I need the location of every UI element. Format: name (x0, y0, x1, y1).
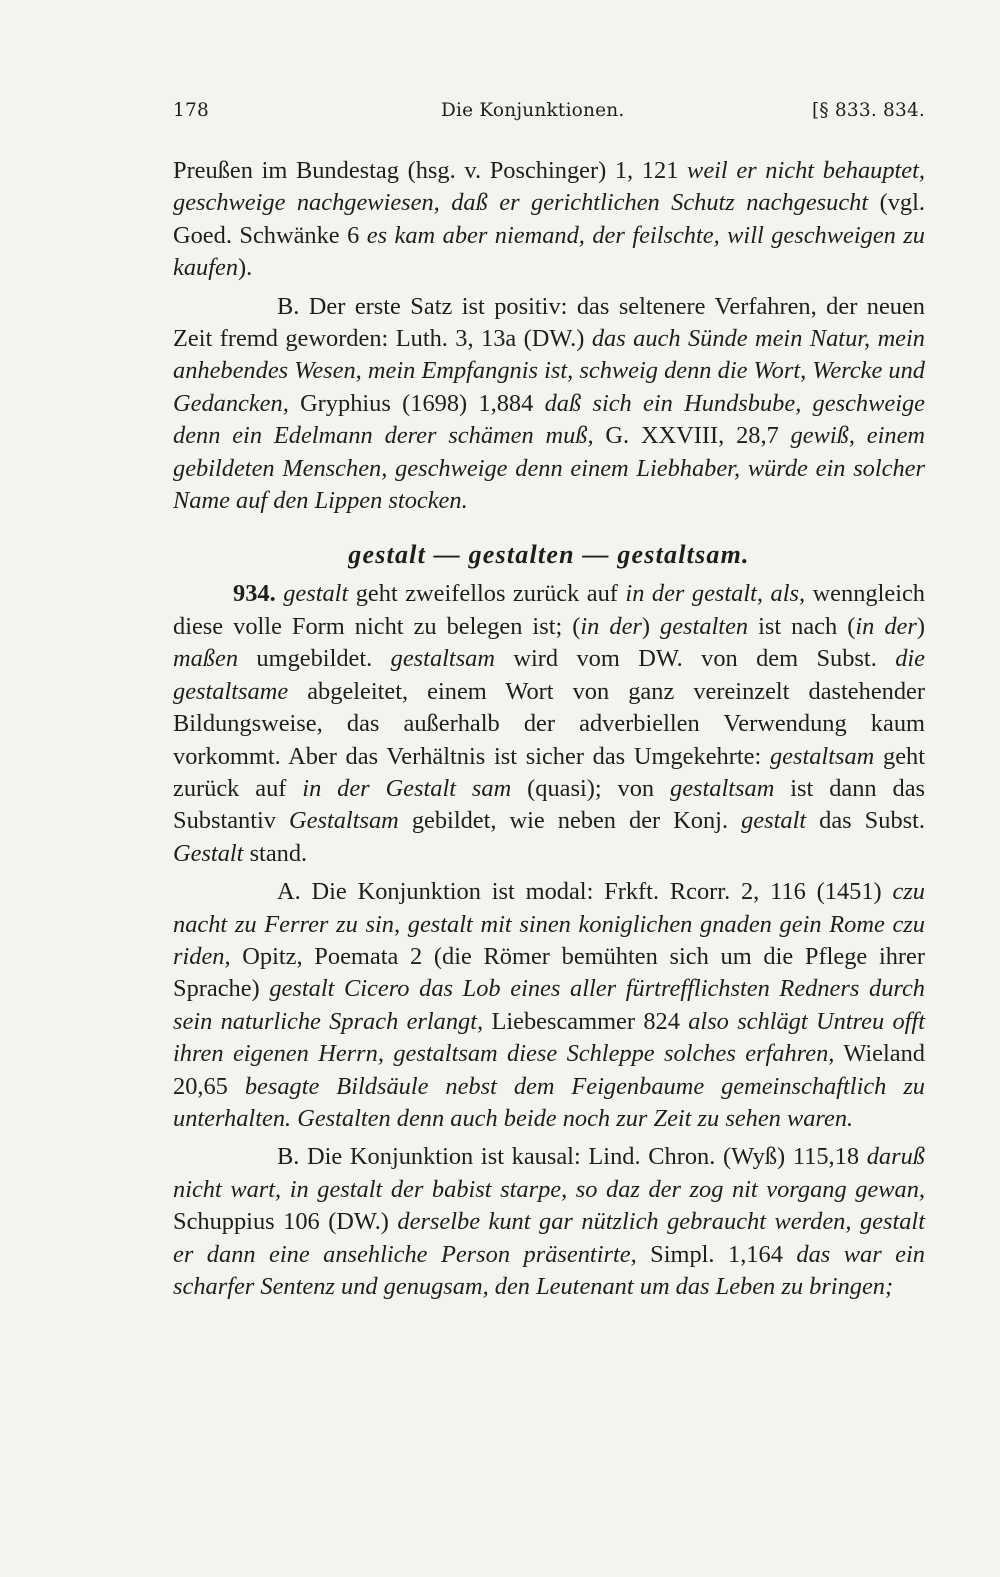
quote-run: besagte Bildsäule nebst dem Feigenbaume gemeinschaftlich zu unterhalten. Gestalten denn auch beide noch zur Zeit zu sehen waren. (173, 1072, 926, 1132)
page-body (173, 155, 925, 1303)
text-run: Wieland 20,65 (173, 1040, 926, 1100)
chapter-title: Die Konjunktionen. (441, 100, 625, 121)
quote-run: derselbe kunt gar nützlich gebraucht werden, gestalt er dann eine ansehliche Person präsentirte, (173, 1208, 925, 1268)
quote-run: daruß nicht wart, in gestalt der babist starpe, so daz der zog nit vorgang gewan, (173, 1143, 925, 1203)
section-reference: [§ 833. 834. (811, 100, 925, 121)
text-run: Schuppius 106 (DW.) (173, 1208, 398, 1236)
text-run: Opitz, Poemata 2 (die Römer bemühten sich um die Pflege ihrer Sprache) (173, 942, 925, 1003)
page-number: 178 (173, 100, 209, 121)
quote-run: gewiß, einem gebildeten Menschen, geschweige denn einem Liebhaber, würde ein solcher Name auf den Lippen stocken. (173, 422, 926, 515)
section-heading: gestalt — gestalten — gestaltsam. (348, 540, 750, 570)
text-run: B. Der erste Satz ist positiv: das seltenere Verfahren, der neuen Zeit fremd geworden: Luth. 3, 13a (DW.) (173, 292, 925, 353)
text-run: G. XXVIII, 28,7 (593, 422, 791, 450)
text-run: B. Die Konjunktion ist kausal: Lind. Chron. (Wyß) 115,18 (277, 1143, 867, 1171)
running-head (173, 100, 933, 132)
paragraph-b-positive (173, 291, 925, 518)
quote-run: es kam aber niemand, der feilschte, will geschweigen zu kaufen (173, 221, 925, 282)
quote-run: gestalt (283, 580, 349, 608)
paragraph-a-modal (173, 876, 925, 1135)
text-run: Preußen im Bundestag (hsg. v. Poschinger) 1, 121 (173, 157, 688, 184)
quote-run: weil er nicht behauptet, geschweige nachgewiesen, daß er gerichtlichen Schutz nachgesucht (173, 157, 926, 217)
paragraph-b-kausal (173, 1141, 925, 1303)
paragraph-934: 934. gestalt geht zweifellos zurück auf in der gestalt, als, wenngleich diese volle Form nicht zu belegen ist; (in der) gestalten ist nach (in der) maßen umgebildet. gestaltsam wird vom DW. von dem Subst. die gestaltsame abgeleitet, einem Wort von ganz vereinzelt dastehender Bildungsweise, das außerhalb der adverbiellen Verwendung kaum vorkommt. Aber das Verhältnis ist sicher das Umgekehrte: gestaltsam geht zurück auf in der Gestalt sam (quasi); von gestaltsam ist dann das Substantiv Gestaltsam gebildet, wie neben der Konj. gestalt das Subst. Gestalt stand. (173, 580, 926, 867)
text-run: A. Die Konjunktion ist modal: Frkft. Rcorr. 2, 116 (1451) (277, 878, 893, 906)
text-run: (vgl. Goed. Schwänke 6 (173, 189, 925, 249)
text-run: Simpl. 1,164 (636, 1240, 797, 1268)
quote-run: in der gestalt, als, (625, 580, 806, 608)
quote-run: czu nacht zu Ferrer zu sin, gestalt mit sinen koniglichen gnaden gein Rome czu riden, (173, 878, 925, 970)
text-run: ). (238, 254, 253, 282)
quote-run: das auch Sünde mein Natur, mein anhebendes Wesen, mein Empfangnis ist, schweig denn die Wort, Wercke und Gedancken, (173, 325, 925, 417)
paragraph-continuation (173, 155, 925, 285)
paragraph-number: 934. (233, 580, 276, 608)
text-run: Gryphius (1698) 1,884 (288, 389, 545, 417)
quote-run: das war ein scharfer Sentenz und genugsam, den Leutenant um das Leben zu bringen; (173, 1240, 925, 1300)
quote-run: gestalt Cicero das Lob eines aller fürtrefflichsten Redners durch sein naturliche Sprach erlangt, (173, 975, 925, 1035)
quote-run: daß sich ein Hundsbube, geschweige denn ein Edelmann derer schämen muß, (173, 389, 925, 450)
quote-run: also schlägt Untreu offt ihren eigenen Herrn, gestaltsam diese Schleppe solches erfahren, (173, 1007, 925, 1068)
text-run: Liebescammer 824 (483, 1007, 689, 1035)
